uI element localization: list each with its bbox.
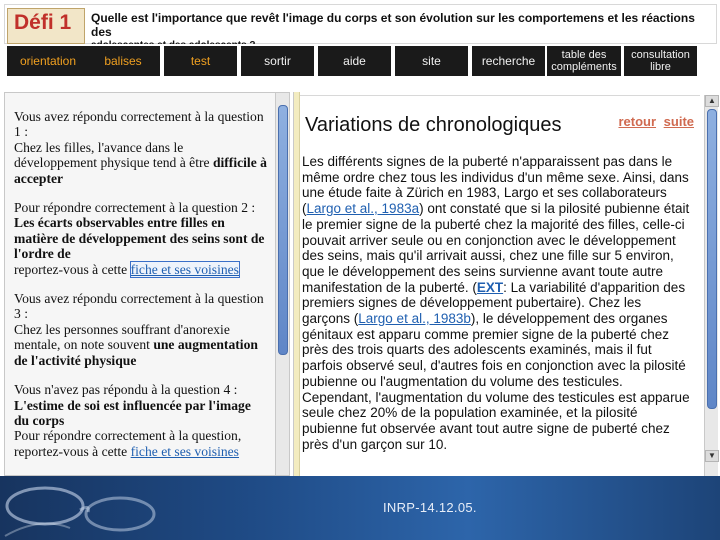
content-body: Les différents signes de la puberté n'apparaissent pas dans le même ordre chez tous les individus d'un même sexe. Ainsi, dans une étude faite à Zürich en 1983, Largo et ses collaborateurs (Largo et al., 1983a) ont constaté que si la pilosité pubienne était le premier signe de la puberté chez la majorité des filles, celle-ci pouvait arriver seule ou en conjonction avec le développement des seins, mais qu'il arrivait aussi, chez une fille sur 5 environ, que le développement des seins survienne avant toute autre manifestation de la puberté. (EXT: La variabilité d'apparition des premiers signes de développement pubertaire). Chez les garçons (Largo et al., 1983b), le développement des organes génitaux est apparu comme premier signe de la puberté chez près des trois quarts des adolescents examinés, mais il fut parfois observé seul, d'autres fois en conjonction avec la pilosité pubienne ou l'augmentation du volume des testicules. Cependant, l'augmentation du volume des testicules est apparue seule chez 20% de la population examinée, et la pilosité pubienne fut observée avant tout autre signe de puberté chez près d'un garçon sur 10. bbox=[302, 154, 690, 452]
right-scrollbar-thumb[interactable] bbox=[707, 109, 717, 409]
nav-balises-button[interactable]: balises bbox=[86, 46, 160, 76]
nav-table-complements-button[interactable]: table des compléments bbox=[547, 46, 621, 76]
left-scrollbar-thumb[interactable] bbox=[278, 105, 288, 355]
ref-link-largo-1983b[interactable]: Largo et al., 1983b bbox=[358, 311, 471, 327]
footer-banner bbox=[0, 476, 720, 540]
scroll-up-arrow-icon[interactable]: ▲ bbox=[705, 95, 719, 107]
content-nav-links bbox=[614, 114, 694, 129]
question-line-1: Quelle est l'importance que revêt l'image du corps et son évolution sur les comportemens et les réactions des bbox=[91, 11, 695, 39]
nav-recherche-button[interactable]: recherche bbox=[472, 46, 545, 76]
title-badge bbox=[7, 8, 85, 44]
fiche-link-q2[interactable]: fiche et ses voisines bbox=[130, 261, 239, 277]
right-scrollbar[interactable] bbox=[704, 95, 718, 476]
result-question-1: Vous avez répondu correctement à la question 1 : Chez les filles, l'avance dans le développement physique tend à être difficile à accepter bbox=[14, 109, 267, 186]
fiche-link-q4[interactable]: fiche et ses voisines bbox=[130, 443, 239, 459]
nav-orientation-button[interactable]: orientation bbox=[7, 46, 89, 76]
page-title: Défi 1 bbox=[14, 11, 72, 34]
nav-test-button[interactable]: test bbox=[164, 46, 237, 76]
next-link[interactable]: suite bbox=[663, 114, 694, 129]
back-link[interactable]: retour bbox=[618, 114, 657, 129]
nav-consultation-libre-button[interactable]: consultation libre bbox=[624, 46, 697, 76]
scroll-down-arrow-icon[interactable]: ▼ bbox=[705, 450, 719, 462]
results-pane bbox=[4, 92, 290, 476]
nav-site-button[interactable]: site bbox=[395, 46, 468, 76]
ref-link-ext[interactable]: EXT bbox=[476, 279, 504, 295]
content-title: Variations de chronologiques bbox=[305, 114, 562, 136]
result-question-4: Vous n'avez pas répondu à la question 4 : L'estime de soi est influencée par l'image du corps Pour répondre correctement à la question, reportez-vous à cette fiche et ses voisines bbox=[14, 382, 251, 459]
result-question-2: Pour répondre correctement à la question 2 : Les écarts observables entre filles en matière de développement des seins sont de l'ordre de reportez-vous à cette fiche et ses voisines bbox=[14, 200, 265, 277]
footer-date: INRP-14.12.05. bbox=[383, 500, 477, 515]
nav-sortir-button[interactable]: sortir bbox=[241, 46, 314, 76]
nav-aide-button[interactable]: aide bbox=[318, 46, 391, 76]
ref-link-largo-1983a[interactable]: Largo et al., 1983a bbox=[306, 201, 420, 217]
result-question-3: Vous avez répondu correctement à la question 3 : Chez les personnes souffrant d'anorexie mentale, on note souvent une augmentation de l'activité physique bbox=[14, 291, 264, 368]
content-pane bbox=[300, 95, 700, 476]
page-header bbox=[4, 4, 717, 44]
pane-splitter[interactable] bbox=[293, 92, 300, 476]
results-text bbox=[14, 109, 268, 467]
nav-bar bbox=[4, 44, 717, 79]
left-scrollbar[interactable] bbox=[275, 93, 289, 475]
glasses-icon bbox=[0, 476, 160, 540]
